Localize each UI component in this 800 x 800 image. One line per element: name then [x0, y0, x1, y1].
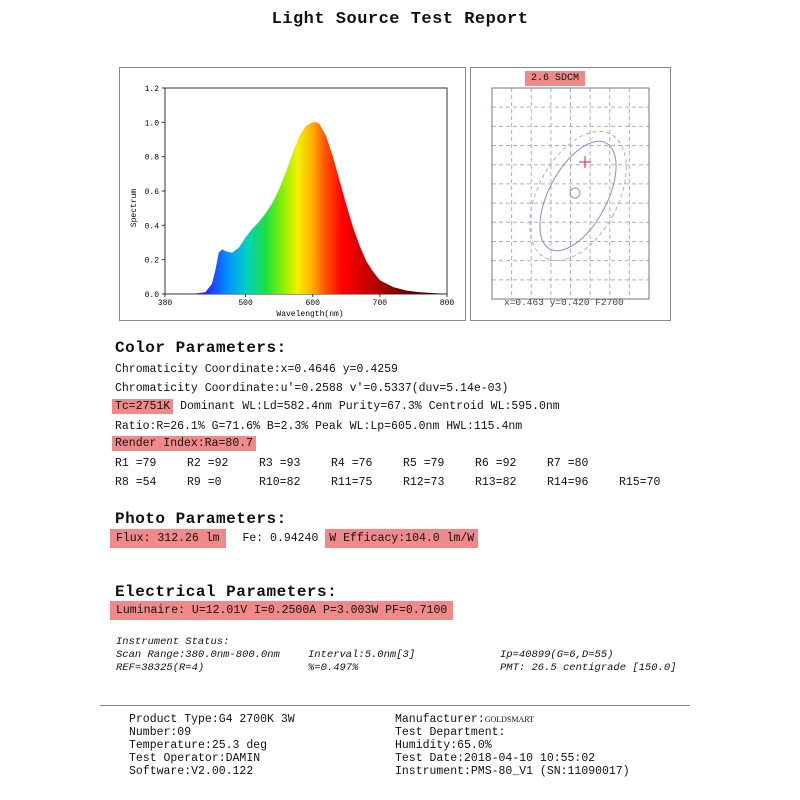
electrical-params-heading: Electrical Parameters: [115, 583, 338, 601]
spectrum-y-tick-label: 0.8 [144, 153, 159, 163]
ip-value: Ip=40899(G=6,D=55) [500, 649, 614, 661]
report-title: Light Source Test Report [271, 10, 529, 29]
photo-params-heading: Photo Parameters: [115, 510, 287, 528]
instrument-id: Instrument:PMS-80_V1 (SN:11090017) [395, 765, 630, 778]
product-number: Number:09 [129, 726, 192, 739]
cri-value: R8 =54 [115, 476, 157, 489]
cri-row-2 [0, 476, 800, 490]
cri-value: R3 =93 [259, 457, 301, 470]
cie-panel [470, 67, 671, 321]
spectrum-x-tick-label: 500 [238, 299, 253, 308]
dominant-wl-text: Dominant WL:Ld=582.4nm Purity=67.3% Centroid WL:595.0nm [180, 400, 560, 413]
measured-point-marker [579, 156, 591, 168]
cri-value: R7 =80 [547, 457, 589, 470]
fe-text: Fe: 0.94240 [242, 532, 319, 545]
cri-value: R4 =76 [331, 457, 373, 470]
interval: Interval:5.0nm[3] [308, 649, 416, 661]
cri-value: R14=96 [547, 476, 589, 489]
spectrum-x-tick-label: 380 [157, 299, 173, 308]
chromaticity-xy: Chromaticity Coordinate:x=0.4646 y=0.4259 [115, 363, 398, 376]
cri-value: R9 =0 [187, 476, 222, 489]
instrument-status-heading: Instrument Status: [116, 636, 230, 648]
cri-value: R12=73 [403, 476, 445, 489]
spectrum-y-tick-label: 0.0 [144, 291, 159, 300]
cri-value: R11=75 [331, 476, 373, 489]
pmt-value: PMT: 26.5 centigrade [150.0] [500, 662, 677, 674]
render-index-line [112, 437, 256, 450]
temperature: Temperature:25.3 deg [129, 739, 268, 752]
render-index-badge: Render Index:Ra=80.7 [112, 436, 256, 451]
cie-coords-readout: x=0.463 y=0.420 F2700 [504, 297, 624, 308]
manufacturer-label: Manufacturer: [395, 713, 485, 726]
cri-value: R15=70 [619, 476, 661, 489]
spectrum-x-tick-label: 700 [372, 299, 388, 308]
ratio-line: Ratio:R=26.1% G=71.6% B=2.3% Peak WL:Lp=605.0nm HWL:115.4nm [115, 420, 523, 433]
test-department: Test Department: [395, 726, 506, 739]
manufacturer-value: GOLDSMART [484, 715, 535, 724]
color-temp-line [112, 400, 560, 413]
footer-right [395, 713, 630, 778]
spectrum-chart [120, 68, 465, 320]
flux-badge: Flux: 312.26 lm [110, 529, 226, 548]
spectrum-marks [165, 122, 447, 294]
spectrum-y-tick-label: 0.2 [144, 256, 159, 266]
spectrum-y-tick-label: 1.0 [144, 119, 159, 129]
footer-divider [100, 705, 690, 706]
spectrum-area [165, 122, 447, 294]
cri-value: R10=82 [259, 476, 301, 489]
spectrum-y-tick-label: 0.4 [144, 222, 159, 232]
footer-left [129, 713, 295, 778]
luminaire-badge: Luminaire: U=12.01V I=0.2500A P=3.003W PF=0.7100 [110, 601, 453, 620]
spectrum-ylabel: Spectrum [130, 188, 139, 228]
target-center-marker [570, 188, 580, 198]
humidity: Humidity:65.0% [395, 739, 492, 752]
electrical-params-line [110, 604, 453, 617]
cri-value: R1 =79 [115, 457, 157, 470]
spectrum-x-tick-label: 600 [305, 299, 320, 308]
cri-value: R13=82 [475, 476, 517, 489]
sdcm-badge: 2.6 SDCM [525, 71, 585, 86]
cie-diagram [471, 68, 670, 320]
product-type: Product Type:G4 2700K 3W [129, 713, 295, 726]
color-temp-badge: Tc=2751K [112, 399, 173, 414]
cri-value: R6 =92 [475, 457, 517, 470]
spectrum-y-tick-label: 1.2 [144, 85, 159, 94]
spectrum-y-tick-label: 0.6 [144, 188, 159, 197]
photo-params-line [110, 532, 478, 545]
cri-value: R5 =79 [403, 457, 445, 470]
manufacturer [395, 713, 630, 726]
ref-value: REF=38325(R=4) [116, 662, 205, 674]
sdcm-ellipse [524, 129, 632, 262]
cri-value: R2 =92 [187, 457, 229, 470]
software-version: Software:V2.00.122 [129, 765, 254, 778]
spectrum-panel [119, 67, 466, 321]
chromaticity-uv: Chromaticity Coordinate:u'=0.2588 v'=0.5337(duv=5.14e-03) [115, 382, 509, 395]
percent-value: %=0.497% [308, 662, 359, 674]
scan-range: Scan Range:380.0nm-800.0nm [116, 649, 280, 661]
efficacy-badge: W Efficacy:104.0 lm/W [325, 529, 478, 548]
test-date: Test Date:2018-04-10 10:55:02 [395, 752, 596, 765]
spectrum-xlabel: Wavelength(nm) [276, 310, 344, 319]
cri-row-1 [0, 457, 800, 471]
sdcm-outer-ellipse [510, 115, 646, 276]
color-params-heading: Color Parameters: [115, 339, 287, 357]
spectrum-x-tick-label: 800 [439, 299, 455, 308]
test-operator: Test Operator:DAMIN [129, 752, 261, 765]
